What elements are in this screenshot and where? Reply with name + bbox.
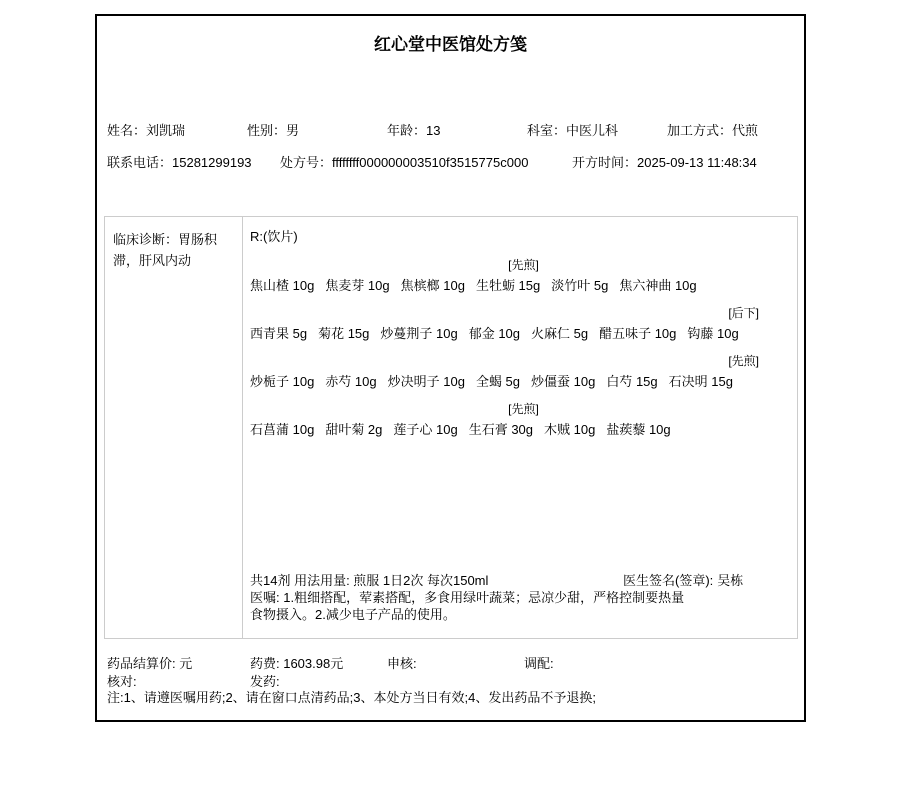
footer-field: 药费: 1603.98元 [250,656,344,671]
footer-field: 发药: [250,674,280,689]
herb-item: 郁金 10g [468,326,521,341]
footer-row-2 [97,671,804,689]
prescription-table [104,216,798,639]
herb-item: 炒蔓荆子 10g [380,326,458,341]
herb-item: 醋五味子 10g [599,326,677,341]
usage-summary-row [250,572,797,589]
medical-instructions: 医嘱: 1.粗细搭配，荤素搭配，多食用绿叶蔬菜；忌凉少甜，严格控制要热量食物摄入。2.减少电子产品的使用。 [250,590,685,622]
page-title: 红心堂中医馆处方笺 [374,35,527,54]
footer-field: 调配: [524,656,554,671]
herb-line [250,374,797,389]
herb-item: 全蝎 5g [475,374,521,389]
herb-line [250,278,797,293]
doctor-signature-value: 吴栋 [717,573,744,588]
herb-item: 木贼 10g [544,422,596,437]
clinical-diagnosis [105,217,243,638]
herb-item: 西青果 5g [250,326,308,341]
decoction-method-tag: [后下] [728,306,759,320]
herb-item: 火麻仁 5g [531,326,589,341]
herb-line [250,326,797,341]
diagnosis-label: 临床诊断： [113,232,179,247]
herb-item: 甜叶菊 2g [325,422,383,437]
doctor-signature-label: 医生签名(签章): [623,573,714,588]
herb-item: 焦麦芽 10g [325,278,390,293]
rx-groups [250,245,797,437]
herb-item: 生牡蛎 15g [475,278,541,293]
herb-item: 焦槟榔 10g [400,278,465,293]
footer-row-1 [97,653,804,671]
herb-item: 炒栀子 10g [250,374,315,389]
patient-field: 科室：中医儿科 [527,123,619,138]
herb-item: 炒决明子 10g [387,374,465,389]
herb-item: 赤芍 10g [325,374,377,389]
footer-note: 注:1、请遵医嘱用药;2、请在窗口点清药品;3、本处方当日有效;4、发出药品不予退换; [107,690,596,705]
patient-field: 性别：男 [247,123,300,138]
footer-field: 申核: [387,656,417,671]
herb-item: 炒僵蚕 10g [531,374,596,389]
decoction-method-tag: [先煎] [728,354,759,368]
patient-field: 处方号：ffffffff000000003510f3515775c000 [280,155,529,170]
herb-item: 石菖蒲 10g [250,422,315,437]
herb-item: 菊花 15g [318,326,370,341]
decoction-method-tag: [先煎] [508,258,539,272]
decoction-method-tag: [先煎] [508,402,539,416]
patient-info-row-1 [97,120,804,138]
patient-info-row-2 [97,152,804,170]
rx-content-cell [243,217,797,638]
footer-field: 核对: [107,674,137,689]
rx-header: R:(饮片) [250,229,298,244]
herb-item: 石决明 15g [668,374,733,389]
usage-summary: 共14剂 用法用量: 煎服 1日2次 每次150ml [250,573,489,588]
herb-item: 白芍 15g [606,374,658,389]
herb-line [250,422,797,437]
diagnosis-value: 胃肠积滞，肝风内动 [113,232,218,268]
footer-field: 药品结算价: 元 [107,656,193,671]
patient-field: 开方时间：2025-09-13 11:48:34 [572,155,757,170]
patient-field: 姓名：刘凯瑞 [107,123,186,138]
herb-item: 生石膏 30g [468,422,534,437]
herb-item: 莲子心 10g [393,422,458,437]
herb-item: 钩藤 10g [687,326,739,341]
patient-field: 联系电话：15281299193 [107,155,252,170]
patient-field: 加工方式：代煎 [667,123,759,138]
herb-item: 淡竹叶 5g [551,278,609,293]
doctor-signature [623,572,743,589]
herb-item: 焦六神曲 10g [619,278,697,293]
rx-bottom-block [250,572,797,638]
patient-field: 年龄：13 [387,123,441,138]
prescription-sheet [95,14,806,722]
herb-item: 盐蒺藜 10g [606,422,671,437]
herb-item: 焦山楂 10g [250,278,315,293]
